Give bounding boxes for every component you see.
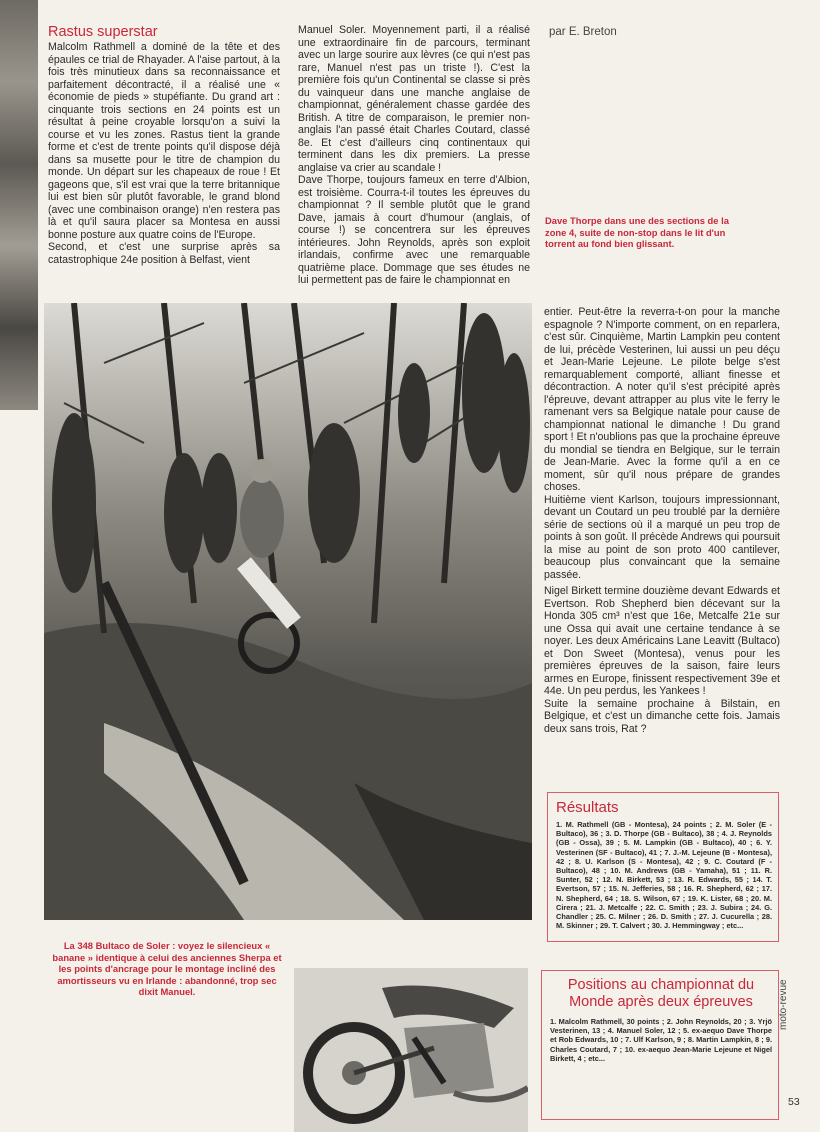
paragraph: Second, et c'est une surprise après sa catastrophique 24e position à Belfast, vient <box>48 241 280 266</box>
article-title: Rastus superstar <box>48 24 158 40</box>
paragraph: Manuel Soler. Moyennement parti, il a réalisé une extraordinaire fin de parcours, terminant avec un large sourire aux lèvres (ce qui n'est pas rare, Manuel n'est pas un triste !). C'est la première fois qu'un Continental se classe si près du vainqueur dans une manche anglaise de championnat, généralement chasse gardée des British. A titre de comparaison, le premier non-anglais l'an passé était Charles Coutard, classé 8e. Et c'est d'ailleurs cinq continentaux qui terminent dans les dix premiers. La presse anglaise va crier au scandale ! <box>298 24 530 174</box>
paragraph: Suite la semaine prochaine à Bilstain, en Belgique, et c'est un dimanche cette fois. Jamais deux sans trois, Rat ? <box>544 697 780 735</box>
paragraph: Malcolm Rathmell a dominé de la tête et des épaules ce trial de Rhayader. A l'aise partout, à la fois très minutieux dans sa reconnaissance et parfaitement décontracté, il a réalisé une « économie de pieds » stupéfiante. Du grand art : cinquante trois sections en 24 points est un résultat à peine croyable lorsqu'on a suivi la course et vu les zones. Rastus tient la grande forme et c'est de trente points qu'il dispose déjà dans sa musette pour le titre de champion du monde. Un départ sur les chapeaux de roue ! Et gageons que, s'il est vrai que la terre britannique lui est bien sûr plutôt favorable, le grand blond (avec une combinaison orange) n'en restera pas là et qu'il saura placer sa Montesa en aussi bonne posture aux quatre coins de l'Europe. <box>48 41 280 241</box>
championship-standings-box <box>541 970 779 1120</box>
photo-caption-bultaco: La 348 Bultaco de Soler : voyez le silencieux « banane » identique à celui des anciennes Sherpa et les points d'ancrage pour le montage incliné des amortisseurs vu en Irlande : abandonné, trop sec dixit Manuel. <box>52 940 282 998</box>
main-photo-trial-section <box>44 303 532 920</box>
standings-list: 1. Malcolm Rathmell, 30 points ; 2. John Reynolds, 20 ; 3. Yrjö Vesterinen, 13 ; 4. Manuel Soler, 12 ; 5. ex-aequo Dave Thorpe et Rob Edwards, 10 ; 7. Ulf Karlson, 9 ; 8. Martin Lampkin, 8 ; 9. Charles Coutard, 7 ; 10. ex-aequo Jean-Marie Lejeune et Nigel Birkett, 4 ; etc... <box>550 1017 772 1063</box>
article-column-3 <box>544 306 780 735</box>
standings-title: Positions au championnat du Monde après deux épreuves <box>567 977 755 1010</box>
paragraph: Dave Thorpe, toujours fameux en terre d'Albion, est troisième. Courra-t-il toutes les épreuves du championnat ? Il semble plutôt que le grand Dave, jamais à court d'humour (anglais, of course !) se concentrera sur les épreuves intérieures. John Reynolds, après son exploit irlandais, confirme avec une remarquable quatrième place. Dommage que ses études ne lui permettent pas de faire le championnat en <box>298 174 530 286</box>
paragraph: Huitième vient Karlson, toujours impressionnant, devant un Coutard un peu troublé par la dernière série de sections où il a marqué un peu trop de points à son goût. Il précède Andrews qui poursuit la mise au point de son proto 400 cantilever, beaucoup plus convaincant que la semaine passée. <box>544 493 780 581</box>
results-box <box>547 792 779 942</box>
trial-rider-forest-photo <box>44 303 532 920</box>
page-number: 53 <box>788 1096 800 1108</box>
page-edge-photo-strip <box>0 0 38 410</box>
results-list: 1. M. Rathmell (GB - Montesa), 24 points ; 2. M. Soler (E - Bultaco), 36 ; 3. D. Thorpe (GB - Bultaco), 38 ; 4. J. Reynolds (GB - Ossa), 39 ; 5. M. Lampkin (GB - Bultaco), 40 ; 6. Y. Vesterinen (SF - Bultaco), 41 ; 7. J.-M. Lejeune (B - Montesa), 42 ; 8. U. Karlson (S - Montesa), 42 ; 9. C. Coutard (F - Bultaco), 48 ; 10. M. Andrews (GB - Yamaha), 51 ; 11. R. Sunter, 52 ; 12. N. Birkett, 53 ; 13. R. Edwards, 55 ; 14. T. Evertson, 57 ; 15. N. Jefferies, 58 ; 16. R. Shepherd, 62 ; 17. N. Shepherd, 64 ; 18. S. Wilson, 67 ; 19. K. Lister, 68 ; 20. M. Cirera ; 21. J. Metcalfe ; 22. C. Smith ; 23. J. Subira ; 24. G. Chandler ; 25. C. Milner ; 26. D. Smith ; 27. J. Cucurella ; 28. M. Skinner ; 29. T. Calvert ; 30. J. Hemmingway ; etc... <box>556 820 772 931</box>
byline: par E. Breton <box>549 26 617 38</box>
article-column-2 <box>298 24 530 287</box>
bultaco-photo <box>294 968 528 1132</box>
bultaco-motorcycle-photo <box>294 968 528 1132</box>
magazine-name: moto-revue <box>778 979 789 1030</box>
paragraph: Nigel Birkett termine douzième devant Edwards et Evertson. Rob Shepherd bien décevant sur la Honda 305 cm³ n'est que 16e, Metcalfe 21e sur une Ossa qui avait une certaine tendance à se noyer. Les deux Américains Lane Leavitt (Bultaco) et Don Sweet (Montesa), venus pour les premières épreuves de la saison, faire leurs armes en Europe, finissent respectivement 39e et 44e. Un peu perdus, les Yankees ! <box>544 585 780 697</box>
results-title: Résultats <box>556 799 619 816</box>
photo-caption-thorpe: Dave Thorpe dans une des sections de la zone 4, suite de non-stop dans le lit d'un torrent au fond bien glissant. <box>545 215 729 250</box>
article-column-1 <box>48 24 280 266</box>
paragraph: entier. Peut-être la reverra-t-on pour la manche espagnole ? N'importe comment, on en reparlera, c'est sûr. Cinquième, Martin Lampkin peu content de lui, précède Vesterinen, lui aussi un peu déçu et Jean-Marie Lejeune. Le pilote belge s'est remarquablement comporté, alliant finesse et décontraction. A noter qu'il s'est précipité après l'épreuve, devant attrapper au plus vite le ferry le ramenant vers sa Belgique natale pour cause de championnat national le dimanche ! Du grand sport ! Et n'oublions pas que la prochaine épreuve du mondial se tiendra en Belgique, sur le terrain de Jean-Marie. Avec la forme qu'il a en ce moment, sûr qu'il nous prépare de grandes choses. <box>544 306 780 493</box>
